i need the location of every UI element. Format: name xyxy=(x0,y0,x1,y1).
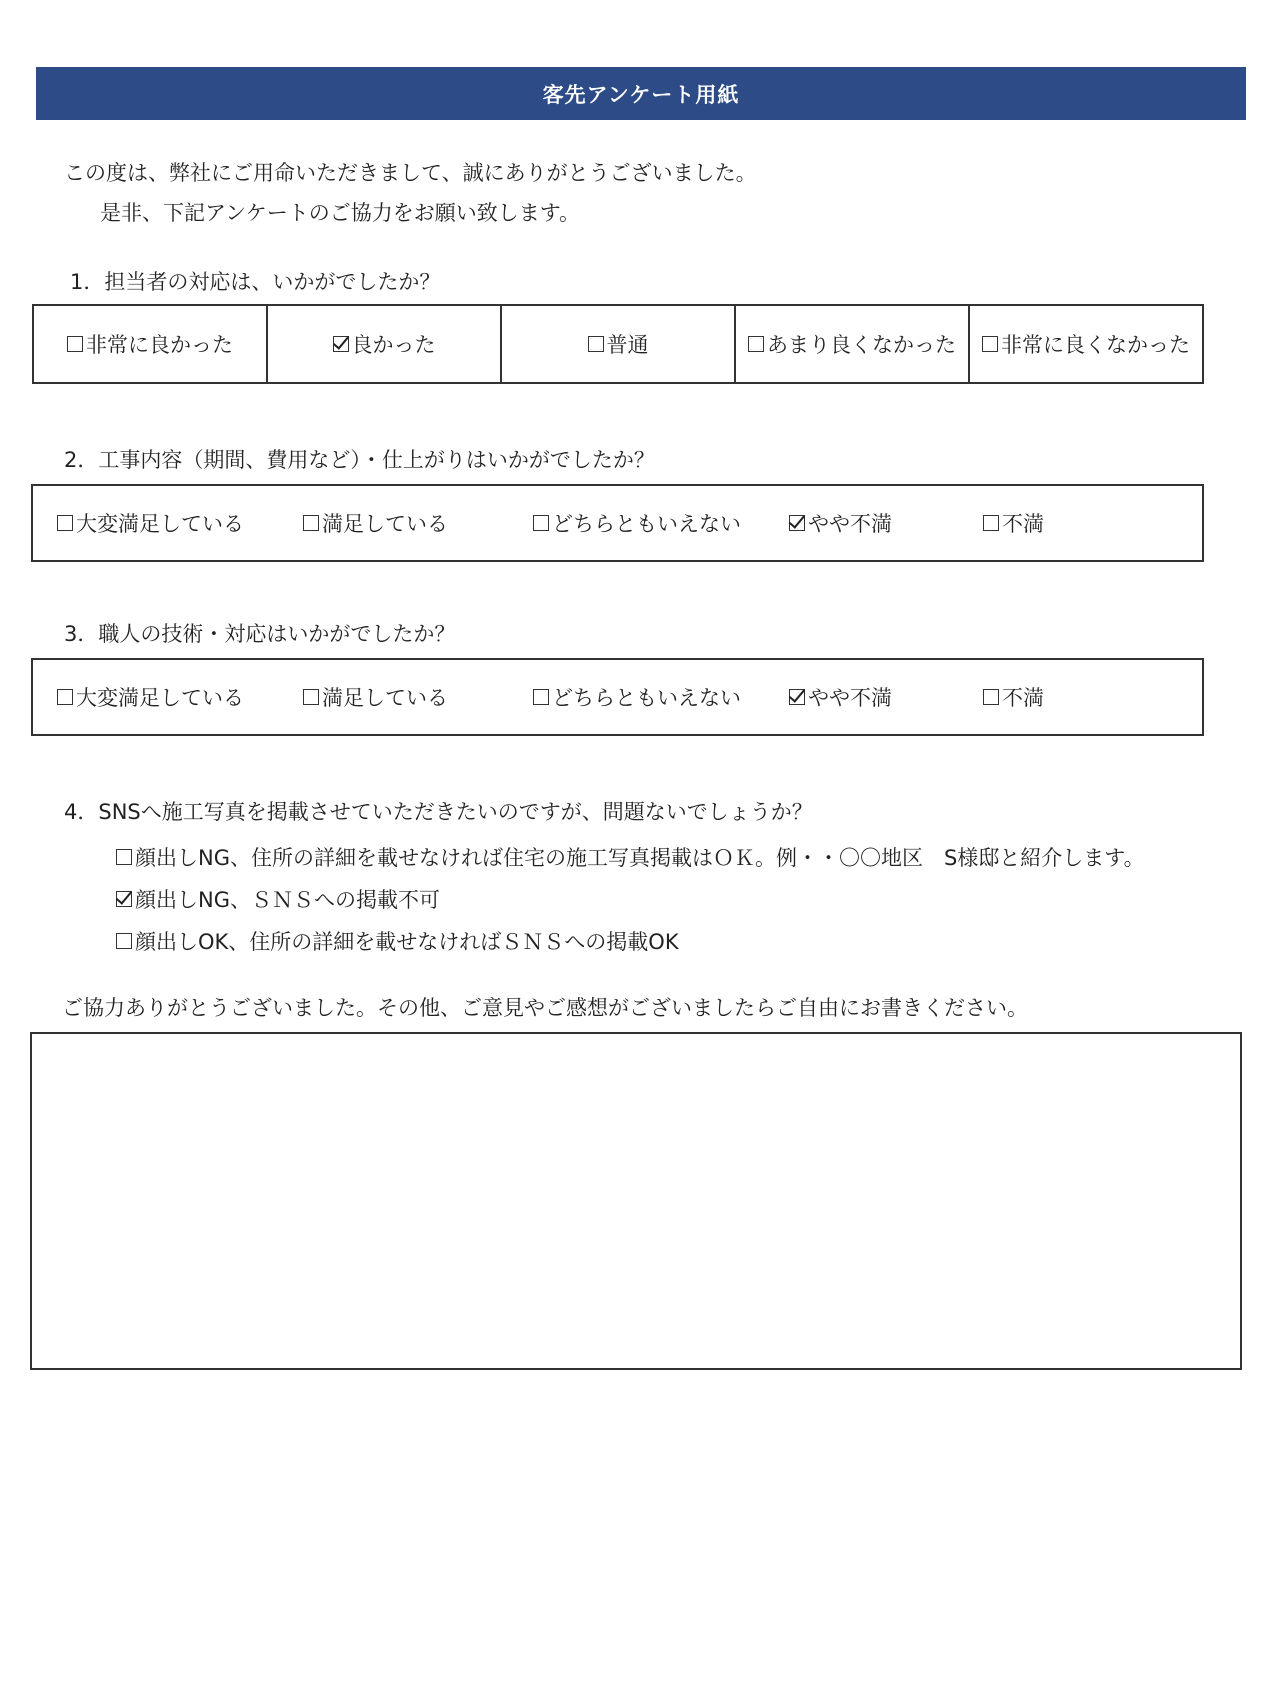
checkbox[interactable] xyxy=(303,689,319,705)
comment-textarea[interactable] xyxy=(30,1032,1242,1370)
q2-option-5[interactable]: 不満 xyxy=(983,508,1044,538)
closing-message: ご協力ありがとうございました。その他、ご意見やご感想がございましたらご自由にお書きください。 xyxy=(62,996,1028,1020)
question-2-options xyxy=(31,484,1204,562)
form-title: 客先アンケート用紙 xyxy=(36,67,1246,120)
q4-option-2[interactable]: 顔出しNG、ＳＮＳへの掲載不可 xyxy=(116,884,440,914)
checkbox-checked[interactable] xyxy=(789,689,805,705)
q3-option-4[interactable]: やや不満 xyxy=(789,682,892,712)
q4-option-1[interactable]: 顔出しNG、住所の詳細を載せなければ住宅の施工写真掲載はＯＫ。例・・〇〇地区 S様邸と紹介します。 xyxy=(116,842,1145,872)
checkbox[interactable] xyxy=(116,933,132,949)
checkbox-checked[interactable] xyxy=(333,336,349,352)
checkbox[interactable] xyxy=(116,849,132,865)
question-1-options xyxy=(32,304,1204,384)
checkbox[interactable] xyxy=(67,336,83,352)
question-1-label: 1．担当者の対応は、いかがでしたか？ xyxy=(70,270,441,294)
q3-option-5[interactable]: 不満 xyxy=(983,682,1044,712)
q3-option-2[interactable]: 満足している xyxy=(303,682,448,712)
checkbox[interactable] xyxy=(983,689,999,705)
q1-option-1[interactable]: 非常に良かった xyxy=(34,306,268,382)
checkbox-checked[interactable] xyxy=(116,891,132,907)
question-3-options xyxy=(31,658,1204,736)
checkbox[interactable] xyxy=(983,515,999,531)
q4-option-3[interactable]: 顔出しOK、住所の詳細を載せなければＳＮＳへの掲載OK xyxy=(116,926,679,956)
q2-option-2[interactable]: 満足している xyxy=(303,508,448,538)
q2-option-3[interactable]: どちらともいえない xyxy=(533,508,741,538)
intro-line-1: この度は、弊社にご用命いただきまして、誠にありがとうございました。 xyxy=(64,161,757,185)
checkbox[interactable] xyxy=(303,515,319,531)
question-4-label: 4．SNSへ施工写真を掲載させていただきたいのですが、問題ないでしょうか？ xyxy=(64,800,813,824)
q1-option-4[interactable]: あまり良くなかった xyxy=(736,306,970,382)
checkbox[interactable] xyxy=(57,515,73,531)
q3-option-1[interactable]: 大変満足している xyxy=(57,682,244,712)
q1-option-3[interactable]: 普通 xyxy=(502,306,736,382)
q2-option-1[interactable]: 大変満足している xyxy=(57,508,244,538)
q1-option-2[interactable]: 良かった xyxy=(268,306,502,382)
question-2-label: 2．工事内容（期間、費用など）・仕上がりはいかがでしたか？ xyxy=(64,448,655,472)
q3-option-3[interactable]: どちらともいえない xyxy=(533,682,741,712)
checkbox[interactable] xyxy=(748,336,764,352)
q1-option-5[interactable]: 非常に良くなかった xyxy=(970,306,1202,382)
question-3-label: 3．職人の技術・対応はいかがでしたか？ xyxy=(64,622,456,646)
checkbox-checked[interactable] xyxy=(789,515,805,531)
checkbox[interactable] xyxy=(533,689,549,705)
checkbox[interactable] xyxy=(588,336,604,352)
intro-line-2: 是非、下記アンケートのご協力をお願い致します。 xyxy=(100,201,581,225)
checkbox[interactable] xyxy=(57,689,73,705)
checkbox[interactable] xyxy=(982,336,998,352)
checkbox[interactable] xyxy=(533,515,549,531)
q2-option-4[interactable]: やや不満 xyxy=(789,508,892,538)
